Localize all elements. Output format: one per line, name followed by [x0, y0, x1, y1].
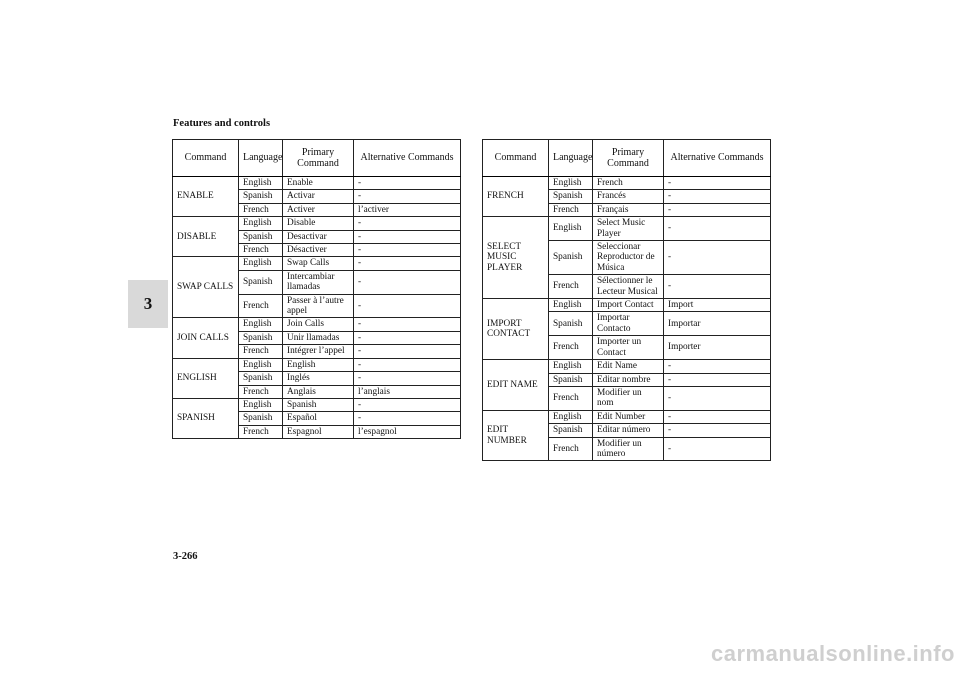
alternative-command-cell: l’anglais [354, 385, 461, 398]
alternative-command-cell: Import [664, 299, 771, 312]
alternative-command-cell: - [664, 373, 771, 386]
language-cell: Spanish [549, 373, 593, 386]
alternative-command-cell: - [354, 412, 461, 425]
language-cell: French [239, 425, 283, 438]
language-cell: Spanish [549, 190, 593, 203]
alternative-command-cell: - [664, 360, 771, 373]
alternative-command-cell: - [354, 230, 461, 243]
language-cell: English [239, 177, 283, 190]
alternative-command-cell: Importer [664, 336, 771, 360]
primary-command-cell: Sélectionner le Lecteur Musical [593, 275, 664, 299]
column-header-alternative: Alternative Commands [354, 140, 461, 177]
language-cell: Spanish [239, 331, 283, 344]
alternative-command-cell: Importar [664, 312, 771, 336]
alternative-command-cell: - [664, 241, 771, 275]
table-row [483, 217, 771, 241]
alternative-command-cell: - [664, 190, 771, 203]
primary-command-cell: Anglais [283, 385, 354, 398]
language-cell: English [549, 360, 593, 373]
table-row [173, 358, 461, 371]
language-cell: French [549, 275, 593, 299]
command-cell: JOIN CALLS [173, 318, 239, 358]
table-row [173, 318, 461, 331]
primary-command-cell: French [593, 177, 664, 190]
language-cell: English [239, 257, 283, 270]
alternative-command-cell: - [664, 177, 771, 190]
language-cell: English [549, 299, 593, 312]
primary-command-cell: Disable [283, 217, 354, 230]
primary-command-cell: Import Contact [593, 299, 664, 312]
alternative-command-cell: - [354, 257, 461, 270]
command-cell: SELECT MUSIC PLAYER [483, 217, 549, 299]
table-row [483, 360, 771, 373]
primary-command-cell: Edit Name [593, 360, 664, 373]
primary-command-cell: Editar nombre [593, 373, 664, 386]
watermark: carmanualsonline.info [711, 641, 955, 666]
alternative-command-cell: - [354, 331, 461, 344]
language-cell: English [549, 217, 593, 241]
command-cell: SPANISH [173, 398, 239, 438]
alternative-command-cell: - [354, 398, 461, 411]
table-row [483, 177, 771, 190]
language-cell: Spanish [239, 372, 283, 385]
language-cell: French [549, 203, 593, 216]
primary-command-cell: Swap Calls [283, 257, 354, 270]
language-cell: English [239, 358, 283, 371]
table-row [173, 217, 461, 230]
alternative-command-cell: - [354, 358, 461, 371]
language-cell: French [549, 336, 593, 360]
column-header-language: Language [239, 140, 283, 177]
alternative-command-cell: - [354, 345, 461, 358]
column-header-command: Command [483, 140, 549, 177]
command-cell: ENGLISH [173, 358, 239, 398]
primary-command-cell: Activar [283, 190, 354, 203]
language-cell: French [239, 203, 283, 216]
table-row [173, 398, 461, 411]
alternative-command-cell: - [664, 410, 771, 423]
primary-command-cell: Francés [593, 190, 664, 203]
voice-command-table-right [482, 139, 771, 461]
table-row [483, 299, 771, 312]
primary-command-cell: Désactiver [283, 244, 354, 257]
alternative-command-cell: - [354, 318, 461, 331]
language-cell: Spanish [549, 312, 593, 336]
language-cell: French [239, 385, 283, 398]
column-header-language: Language [549, 140, 593, 177]
primary-command-cell: Intercambiar llamadas [283, 270, 354, 294]
primary-command-cell: Activer [283, 203, 354, 216]
command-cell: EDIT NAME [483, 360, 549, 411]
language-cell: French [239, 345, 283, 358]
table-row [173, 257, 461, 270]
primary-command-cell: Inglés [283, 372, 354, 385]
alternative-command-cell: - [354, 294, 461, 318]
primary-command-cell: Importer un Contact [593, 336, 664, 360]
language-cell: English [239, 398, 283, 411]
alternative-command-cell: - [664, 424, 771, 437]
alternative-command-cell: - [664, 275, 771, 299]
alternative-command-cell: - [354, 190, 461, 203]
alternative-command-cell: - [354, 270, 461, 294]
language-cell: French [239, 244, 283, 257]
column-header-primary: Primary Command [283, 140, 354, 177]
column-header-primary: Primary Command [593, 140, 664, 177]
primary-command-cell: Seleccionar Reproductor de Música [593, 241, 664, 275]
command-cell: FRENCH [483, 177, 549, 217]
column-header-command: Command [173, 140, 239, 177]
command-cell: DISABLE [173, 217, 239, 257]
language-cell: Spanish [549, 424, 593, 437]
language-cell: French [549, 386, 593, 410]
table-row [483, 410, 771, 423]
primary-command-cell: Modifier un número [593, 437, 664, 461]
language-cell: Spanish [549, 241, 593, 275]
language-cell: French [239, 294, 283, 318]
command-cell: EDIT NUMBER [483, 410, 549, 461]
primary-command-cell: Join Calls [283, 318, 354, 331]
primary-command-cell: Select Music Player [593, 217, 664, 241]
table-row [173, 177, 461, 190]
primary-command-cell: Desactivar [283, 230, 354, 243]
alternative-command-cell: - [664, 386, 771, 410]
primary-command-cell: Editar número [593, 424, 664, 437]
language-cell: Spanish [239, 412, 283, 425]
command-cell: SWAP CALLS [173, 257, 239, 318]
primary-command-cell: Español [283, 412, 354, 425]
chapter-tab: 3 [128, 280, 168, 328]
alternative-command-cell: - [354, 372, 461, 385]
alternative-command-cell: - [354, 177, 461, 190]
primary-command-cell: Unir llamadas [283, 331, 354, 344]
table-header-row [483, 140, 771, 177]
command-cell: ENABLE [173, 177, 239, 217]
alternative-command-cell: l’activer [354, 203, 461, 216]
language-cell: Spanish [239, 270, 283, 294]
primary-command-cell: English [283, 358, 354, 371]
primary-command-cell: Espagnol [283, 425, 354, 438]
voice-command-table-left [172, 139, 461, 439]
language-cell: Spanish [239, 230, 283, 243]
alternative-command-cell: - [354, 244, 461, 257]
page-number: 3-266 [173, 551, 198, 562]
language-cell: English [549, 410, 593, 423]
primary-command-cell: Modifier un nom [593, 386, 664, 410]
alternative-command-cell: - [664, 203, 771, 216]
primary-command-cell: Enable [283, 177, 354, 190]
language-cell: English [549, 177, 593, 190]
primary-command-cell: Français [593, 203, 664, 216]
primary-command-cell: Passer à l’autre appel [283, 294, 354, 318]
language-cell: French [549, 437, 593, 461]
primary-command-cell: Intégrer l’appel [283, 345, 354, 358]
primary-command-cell: Importar Contacto [593, 312, 664, 336]
alternative-command-cell: - [664, 217, 771, 241]
language-cell: Spanish [239, 190, 283, 203]
command-cell: IMPORT CONTACT [483, 299, 549, 360]
table-header-row [173, 140, 461, 177]
alternative-command-cell: l’espagnol [354, 425, 461, 438]
column-header-alternative: Alternative Commands [664, 140, 771, 177]
alternative-command-cell: - [354, 217, 461, 230]
language-cell: English [239, 318, 283, 331]
section-title: Features and controls [173, 118, 271, 129]
primary-command-cell: Edit Number [593, 410, 664, 423]
primary-command-cell: Spanish [283, 398, 354, 411]
alternative-command-cell: - [664, 437, 771, 461]
language-cell: English [239, 217, 283, 230]
